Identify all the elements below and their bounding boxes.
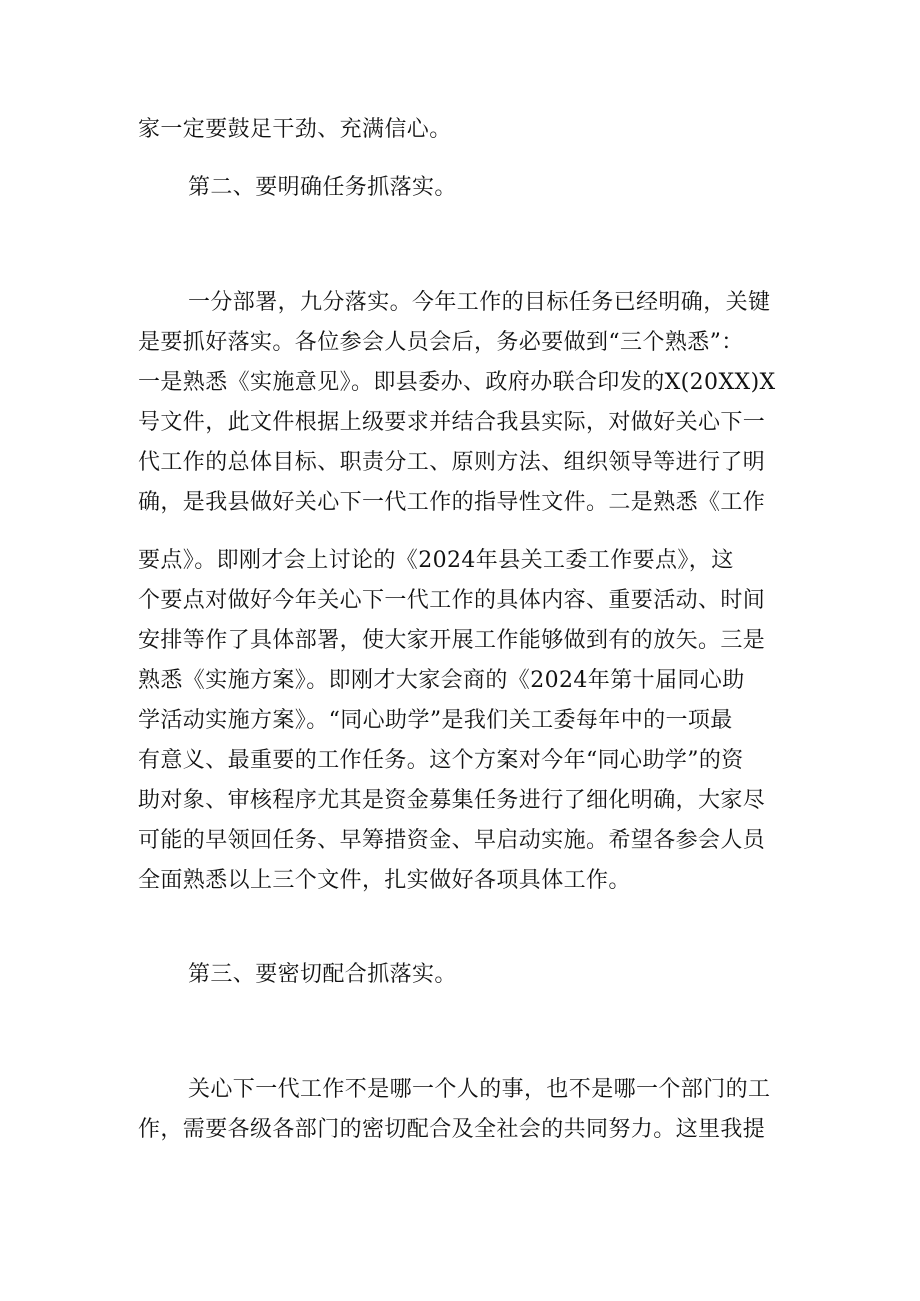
paragraph-line: 熟悉《实施方案》。即刚才大家会商的《2024年第十届同心助 <box>138 668 745 693</box>
paragraph-line: 家一定要鼓足干劲、充满信心。 <box>138 117 452 142</box>
paragraph-line: 助对象、审核程序尤其是资金募集任务进行了细化明确，大家尽 <box>138 788 766 813</box>
paragraph-line: 确，是我县做好关心下一代工作的指导性文件。二是熟悉《工作 <box>138 490 766 515</box>
section-heading: 第二、要明确任务抓落实。 <box>188 175 457 200</box>
section-heading: 第三、要密切配合抓落实。 <box>188 962 457 987</box>
paragraph-line: 个要点对做好今年关心下一代工作的具体内容、重要活动、时间 <box>138 588 766 613</box>
paragraph-line: 有意义、最重要的工作任务。这个方案对今年“同心助学”的资 <box>138 748 744 773</box>
paragraph-line: 安排等作了具体部署，使大家开展工作能够做到有的放矢。三是 <box>138 628 766 653</box>
paragraph-line: 一是熟悉《实施意见》。即县委办、政府办联合印发的X(20XX)X <box>138 370 776 395</box>
paragraph-line: 一分部署，九分落实。今年工作的目标任务已经明确，关键 <box>188 290 771 315</box>
paragraph-line: 作，需要各级各部门的密切配合及全社会的共同努力。这里我提 <box>138 1117 766 1142</box>
paragraph-line: 要点》。即刚才会上讨论的《2024年县关工委工作要点》，这 <box>138 548 734 573</box>
paragraph-line: 关心下一代工作不是哪一个人的事，也不是哪一个部门的工 <box>188 1077 771 1102</box>
paragraph-line: 学活动实施方案》。“同心助学”是我们关工委每年中的一项最 <box>138 708 733 733</box>
paragraph-line: 全面熟悉以上三个文件，扎实做好各项具体工作。 <box>138 868 631 893</box>
paragraph-line: 可能的早领回任务、早筹措资金、早启动实施。希望各参会人员 <box>138 828 766 853</box>
paragraph-line: 号文件，此文件根据上级要求并结合我县实际，对做好关心下一 <box>138 410 766 435</box>
paragraph-line: 是要抓好落实。各位参会人员会后，务必要做到“三个熟悉”： <box>138 330 744 355</box>
paragraph-line: 代工作的总体目标、职责分工、原则方法、组织领导等进行了明 <box>138 450 766 475</box>
